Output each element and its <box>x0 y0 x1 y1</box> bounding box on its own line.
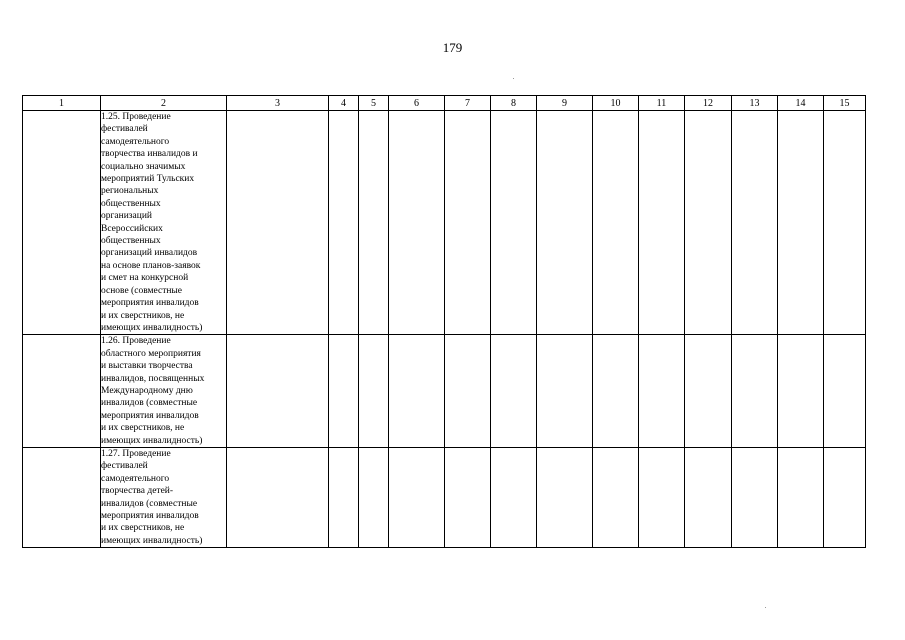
table-cell <box>639 447 685 547</box>
column-header: 5 <box>359 96 389 111</box>
activity-text: 1.27. Проведение фестивалей самодеятельного творчества детей- инвалидов (совместные мероприятия инвалидов и их сверстников, не имеющих инвалидность) <box>101 448 203 546</box>
table-cell <box>824 335 866 448</box>
table-cell <box>824 447 866 547</box>
table-cell <box>685 111 732 335</box>
activity-description <box>101 447 227 547</box>
table-cell <box>593 335 639 448</box>
scan-speck <box>513 78 514 79</box>
table-cell <box>593 447 639 547</box>
activity-text: 1.25. Проведение фестивалей самодеятельного творчества инвалидов и социально значимых мероприятий Тульских региональных общественных организаций Всероссийских общественных организаций инвалидов на основе планов-заявок и смет на конкурсной основе (совместные мероприятия инвалидов и их сверстников, не имеющих инвалидность) <box>101 112 203 333</box>
column-header: 8 <box>491 96 537 111</box>
column-header: 1 <box>23 96 101 111</box>
column-header: 7 <box>445 96 491 111</box>
column-header: 15 <box>824 96 866 111</box>
table-row <box>23 447 866 547</box>
column-header: 6 <box>389 96 445 111</box>
column-header: 9 <box>537 96 593 111</box>
table-cell <box>445 447 491 547</box>
table-cell <box>359 447 389 547</box>
column-header: 12 <box>685 96 732 111</box>
table-row <box>23 335 866 448</box>
scan-speck <box>765 607 766 608</box>
column-header: 13 <box>732 96 778 111</box>
table-cell <box>732 447 778 547</box>
table-cell <box>329 335 359 448</box>
table-cell <box>491 335 537 448</box>
table-cell <box>359 335 389 448</box>
table-cell <box>445 111 491 335</box>
table-cell <box>491 111 537 335</box>
table-cell <box>329 111 359 335</box>
table-cell <box>227 447 329 547</box>
column-header: 11 <box>639 96 685 111</box>
column-header: 2 <box>101 96 227 111</box>
page-number: 179 <box>442 40 463 55</box>
activity-description <box>101 335 227 448</box>
activity-text: 1.26. Проведение областного мероприятия и выставки творчества инвалидов, посвященных Международному дню инвалидов (совместные мероприятия инвалидов и их сверстников, не имеющих инвалидность) <box>101 336 205 446</box>
table-cell <box>227 111 329 335</box>
column-header: 4 <box>329 96 359 111</box>
table-cell <box>639 335 685 448</box>
table-cell <box>491 447 537 547</box>
table-cell <box>389 111 445 335</box>
table-row <box>23 111 866 335</box>
column-header: 10 <box>593 96 639 111</box>
table-cell <box>685 447 732 547</box>
column-header: 3 <box>227 96 329 111</box>
table-cell <box>359 111 389 335</box>
table-cell <box>329 447 359 547</box>
table-cell <box>389 447 445 547</box>
table-cell <box>778 111 824 335</box>
table-cell <box>389 335 445 448</box>
table-cell <box>732 335 778 448</box>
table-cell <box>537 111 593 335</box>
column-header: 14 <box>778 96 824 111</box>
table-cell <box>537 335 593 448</box>
table-cell <box>778 335 824 448</box>
table-cell <box>685 335 732 448</box>
header-row <box>23 96 866 111</box>
table-cell <box>445 335 491 448</box>
table-cell <box>23 447 101 547</box>
table-cell <box>732 111 778 335</box>
table-cell <box>593 111 639 335</box>
table-cell <box>23 111 101 335</box>
table-cell <box>778 447 824 547</box>
table-cell <box>23 335 101 448</box>
activity-description <box>101 111 227 335</box>
table-cell <box>227 335 329 448</box>
table-cell <box>824 111 866 335</box>
table-cell <box>639 111 685 335</box>
main-table <box>22 95 866 548</box>
table-cell <box>537 447 593 547</box>
